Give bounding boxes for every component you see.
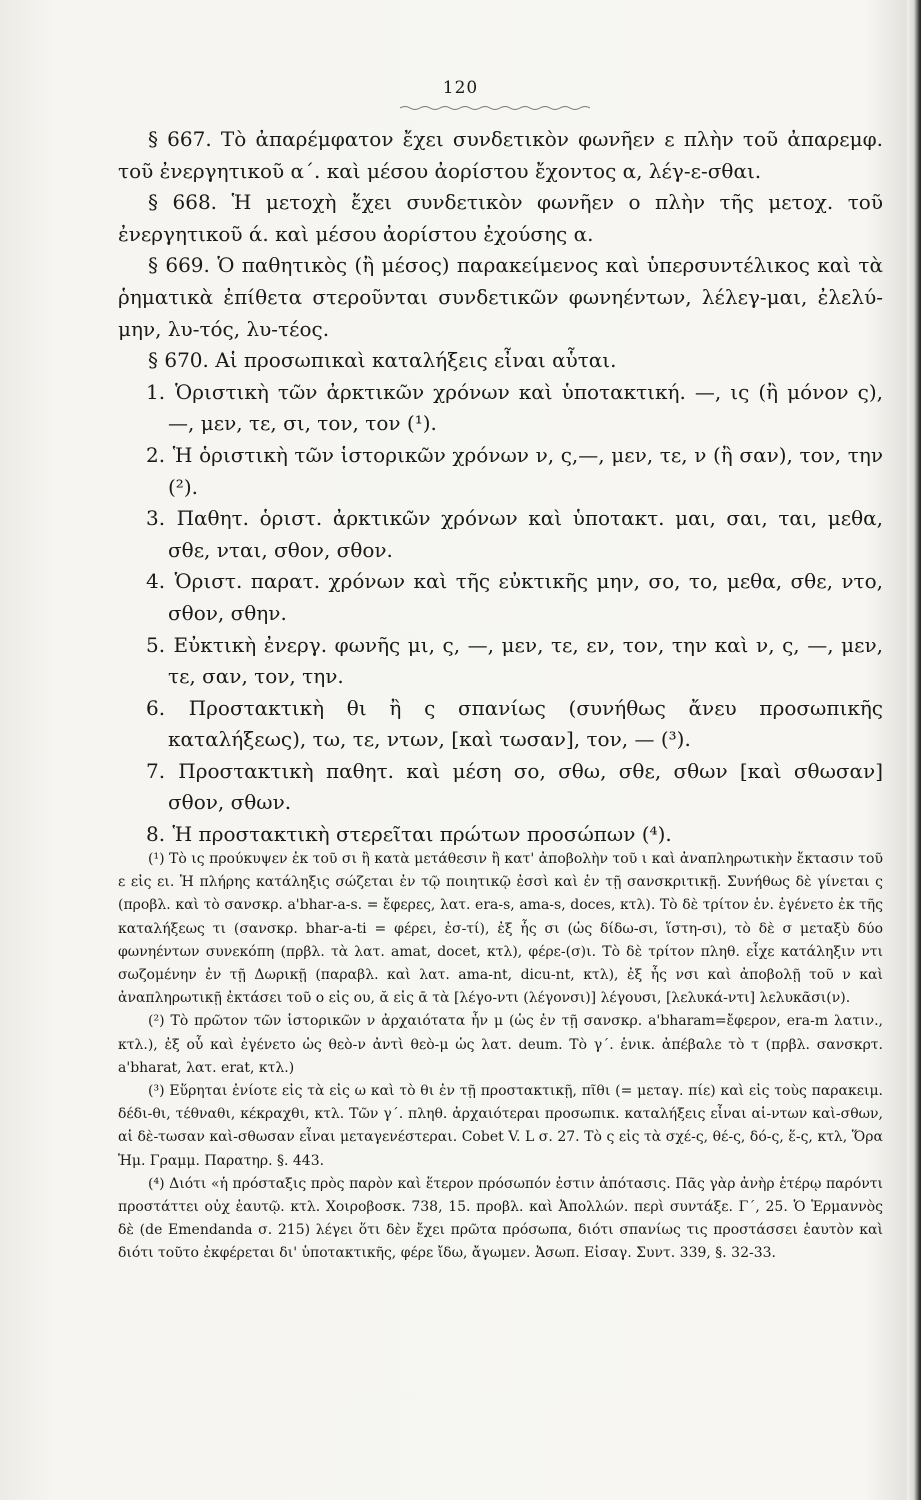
list-item [118, 630, 883, 693]
main-text [118, 124, 883, 851]
item-text: Ὁριστικὴ τῶν ἀρκτικῶν χρόνων καὶ ὑποτακτική. —, ις (ἢ μόνον ς), —, μεν, τε, σι, τον, τον (¹). [168, 379, 883, 436]
section-670: § 670. Αἱ προσωπικαὶ καταλήξεις εἶναι αὗται. [148, 348, 617, 373]
footnote [118, 1173, 883, 1266]
footnote-mark: (²) [148, 1013, 165, 1030]
item-number: 7. [146, 758, 166, 783]
footnote-text: Τὸ πρῶτον τῶν ἱστορικῶν ν ἀρχαιότατα ἦν μ (ὡς ἐν τῇ σανσκρ. a'bharam=ἔφερον, era-m λατιν., κτλ.), ἐξ οὗ καὶ ἐγένετο ὡς θεὸ-ν ἀντὶ θεὸ-μ ὡς λατ. deum. Τὸ γ΄. ἑνικ. ἀπέβαλε τὸ τ (πρβλ. σανσκρτ. a'bharat, λατ. erat, κτλ.) [118, 1013, 883, 1076]
list-item [118, 440, 883, 503]
footnote-text: Διότι «ἡ πρόσταξις πρὸς παρὸν καὶ ἕτερον πρόσωπόν ἐστιν ἀπότασις. Πᾶς γὰρ ἀνὴρ ἑτέρῳ παρόντι προστάττει οὐχ ἑαυτῷ. κτλ. Χοιροβοσκ. 738, 15. προβλ. καὶ Ἀπολλών. περὶ συντάξε. Γ΄, 25. Ὁ Ἑρμαννὸς δὲ (de Emendanda σ. 215) λέγει ὅτι δὲν ἔχει πρῶτα πρόσωπα, διότι σπανίως τις προστάσσει ἑαυτὸν καὶ διότι τοῦτο ἐκφέρεται δι' ὑποτακτικῆς, φέρε ἴδω, ἄγωμεν. Ἀσωπ. Εἰσαγ. Συντ. 339, §. 32-33. [118, 1175, 884, 1262]
item-text: Προστακτικὴ παθητ. καὶ μέση σο, σθω, σθε, σθων [καὶ σθωσαν] σθον, σθων. [168, 758, 883, 815]
list-item [118, 756, 883, 819]
item-text: Εὐκτικὴ ἐνεργ. φωνῆς μι, ς, —, μεν, τε, εν, τον, την καὶ ν, ς, —, μεν, τε, σαν, τον, την. [168, 632, 883, 689]
page-edge-shadow [907, 0, 921, 1500]
footnote-mark: (⁴) [148, 1175, 165, 1192]
footnote [118, 1080, 883, 1173]
list-item [118, 566, 883, 629]
list-item [118, 819, 883, 851]
footnote-text: Τὸ ις προύκυψεν ἐκ τοῦ σι ἢ κατὰ μετάθεσιν ἢ κατ' ἀποβολὴν τοῦ ι καὶ ἀναπληρωτικὴν ἔκτασιν τοῦ ε εἰς ει. Ἡ πλήρης κατάληξις σώζεται ἐν τῷ ποιητικῷ ἐσσὶ καὶ ἐν τῇ σανσκριτικῇ. Συνήθως δὲ γίνεται ς (προβλ. καὶ τὸ σανσκρ. a'bhar-a-s. = ἔφερες, λατ. era-s, ama-s, doces, κτλ). Τὸ δὲ τρίτον ἑν. ἐγένετο ἐκ τῆς καταλήξεως τι (σανσκρ. bhar-a-ti = φέρει, ἐσ-τί), ἐξ ἧς σι (ὡς δίδω-σι, ἵστη-σι), τὸ δὲ σ μεταξὺ δύο φωνηέντων συνεκόπη (πρβλ. τὰ λατ. amat, docet, κτλ), φέρε-(σ)ι. Τὸ δὲ τρίτον πληθ. εἶχε κατάληξιν ντι σωζομένην ἐν τῇ Δωρικῇ (παραβλ. καὶ λατ. ama-nt, dicu-nt, κτλ), ἐξ ἧς νσι καὶ ἀποβολῇ τοῦ ν καὶ ἀναπληρωτικῇ ἐκτάσει τοῦ ο εἰς ου, ᾰ εἰς ᾱ τὰ [λέγο-ντι (λέγονσι)] λέγουσι, [λελυκά-ντι] λελυκᾶσι(ν). [118, 851, 883, 1007]
item-text: Παθητ. ὁριστ. ἀρκτικῶν χρόνων καὶ ὑποτακτ. μαι, σαι, ται, μεθα, σθε, νται, σθον, σθον. [168, 506, 883, 562]
list-item [118, 693, 883, 756]
item-number: 5. [146, 632, 166, 657]
section-667: § 667. Τὸ ἀπαρέμφατον ἔχει συνδετικὸν φωνῆεν ε πλὴν τοῦ ἀπαρεμφ. τοῦ ἐνεργητικοῦ α΄. καὶ μέσου ἀορίστου ἔχοντος α, λέγ-ε-σθαι. [118, 127, 883, 183]
item-text: Ὁριστ. παρατ. χρόνων καὶ τῆς εὐκτικῆς μην, σο, το, μεθα, σθε, ντο, σθον, σθην. [168, 569, 883, 625]
item-text: Προστακτικὴ θι ἢ ς σπανίως (συνήθως ἄνευ προσωπικῆς καταλήξεως), τω, τε, ντων, [καὶ τωσαν], τον, — (³). [168, 695, 884, 752]
list-item [118, 503, 883, 566]
item-text: Ἡ ὁριστικὴ τῶν ἱστορικῶν χρόνων ν, ς,—, μεν, τε, ν (ἢ σαν), τον, την (²). [168, 442, 884, 499]
item-number: 8. [146, 822, 166, 847]
footnotes [118, 848, 883, 1266]
list-item [118, 377, 883, 440]
item-number: 6. [146, 695, 166, 720]
footnote [118, 1010, 883, 1080]
item-number: 1. [146, 379, 166, 404]
footnote-mark: (¹) [148, 851, 165, 867]
item-number: 4. [146, 569, 166, 594]
ornament-rule [400, 105, 590, 111]
footnote-text: Εὕρηται ἐνίοτε εἰς τὰ εἰς ω καὶ τὸ θι ἐν τῇ προστακτικῇ, πῖθι (= μεταγ. πίε) καὶ εἰς τοὺς παρακειμ. δέδι-θι, τέθναθι, κέκραχθι, κτλ. Τῶν γ΄. πληθ. ἀρχαιότεραι προσωπικ. καταλήξεις εἶναι αἱ-ντων καὶ-σθων, αἱ δὲ-τωσαν καὶ-σθωσαν εἶναι μεταγενέστεραι. Cobet V. L σ. 27. Τὸ ς εἰς τὰ σχέ-ς, θέ-ς, δό-ς, ἕ-ς, κτλ, Ὅρα Ἡμ. Γραμμ. Παρατηρ. §. 443. [118, 1083, 883, 1169]
item-text: Ἡ προστακτικὴ στερεῖται πρώτων προσώπων (⁴). [172, 822, 672, 847]
item-number: 2. [146, 442, 166, 467]
item-number: 3. [146, 506, 166, 531]
footnote-mark: (³) [148, 1083, 165, 1100]
footnote [118, 848, 883, 1010]
page-number: 120 [442, 78, 479, 98]
section-668: § 668. Ἡ μετοχὴ ἔχει συνδετικὸν φωνῆεν ο πλὴν τῆς μετοχ. τοῦ ἐνεργητικοῦ ά. καὶ μέσου ἀορίστου ἐχούσης α. [118, 190, 883, 246]
section-669: § 669. Ὁ παθητικὸς (ἢ μέσος) παρακείμενος καὶ ὑπερσυντέλικος καὶ τὰ ῥηματικὰ ἐπίθετα στεροῦνται συνδετικῶν φωνηέντων, λέλεγ-μαι, ἐλελύ-μην, λυ-τός, λυ-τέος. [118, 253, 883, 341]
